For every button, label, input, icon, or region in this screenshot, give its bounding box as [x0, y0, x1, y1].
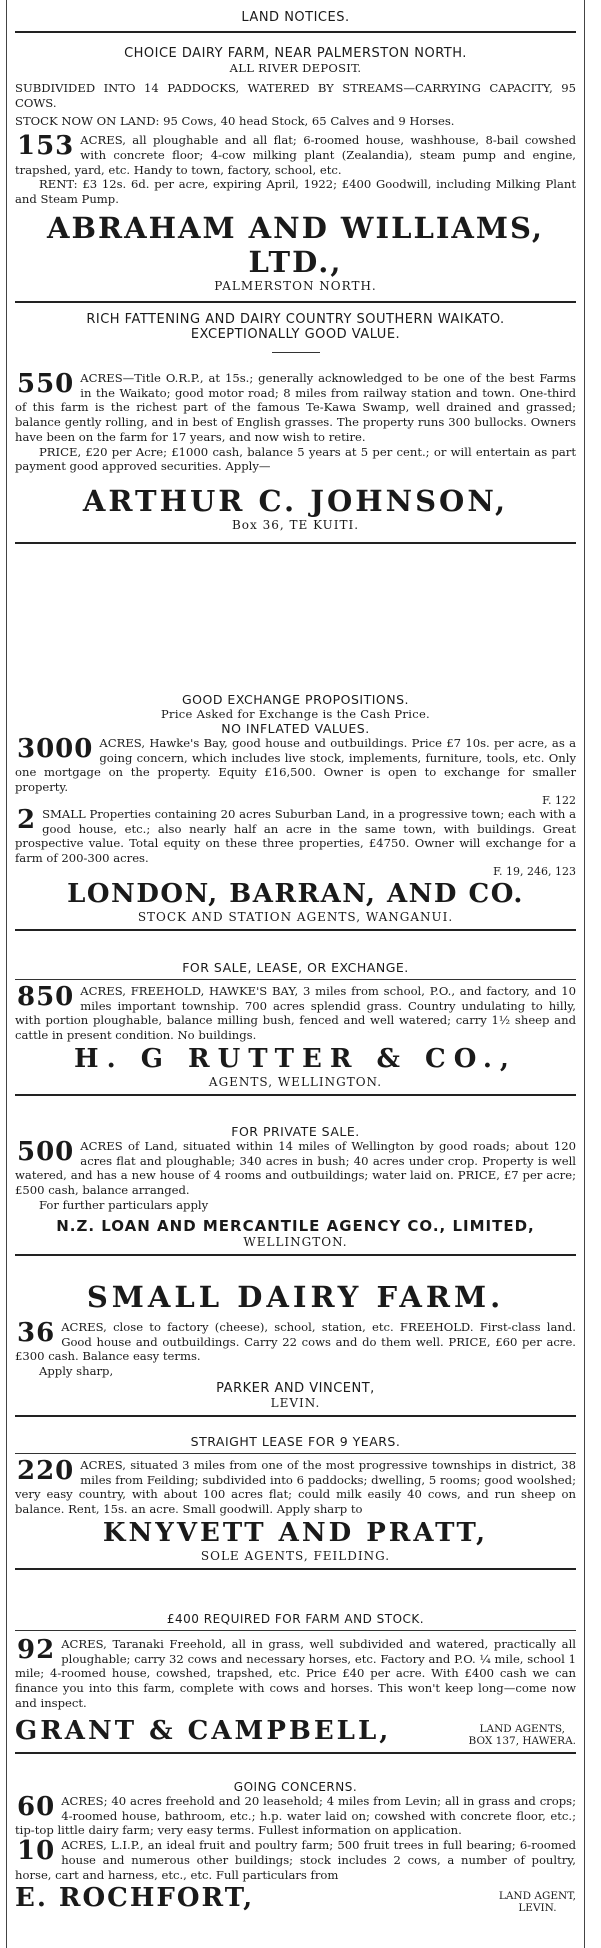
ad-body [15, 1458, 576, 1517]
ad-waikato [15, 312, 576, 549]
ad-heading: CHOICE DAIRY FARM, NEAR PALMERSTON NORTH. [124, 46, 467, 61]
ad-body-text: ACRES, Taranaki Freehold, all in grass, well subdivided and watered, practically all ploughable; carry 32 cows and necessary horses, etc. Factory and P.O. ¼ mile, school 1 mile; 4-roomed house, cowshed, trapshed, etc. Price £40 per acre. With £400 cash we can finance you into this farm, complete with cows and horses. This won't keep long—come now and inspect. [15, 1637, 576, 1710]
ad-body [15, 1794, 576, 1838]
agent-address: BOX 137, HAWERA. [468, 1734, 576, 1747]
agent-title: LAND AGENTS, [479, 1722, 565, 1735]
agent-name: ABRAHAM AND WILLIAMS, LTD., [46, 210, 545, 279]
ad-body [15, 371, 576, 445]
ad-heading: FOR PRIVATE SALE. [231, 1124, 360, 1139]
acreage-number: 36 [17, 1318, 56, 1348]
agent-location: PALMERSTON NORTH. [214, 278, 377, 293]
reference-number: F. 19, 246, 123 [493, 864, 576, 878]
agent-name: N.Z. LOAN AND MERCANTILE AGENCY CO., LIMITED, [56, 1216, 535, 1235]
acreage-number: 850 [17, 982, 75, 1012]
agent-name: GRANT & CAMPBELL, [15, 1715, 392, 1746]
ad-body-text: ACRES, situated 3 miles from one of the most progressive townships in district, 38 miles from Feilding; subdivided into 6 paddocks; dwelling, 5 rooms; good woolshed; very easy country, with about 100 acres flat; could milk easily 40 cows, and run sheep on balance. Rent, 15s. an acre. Small goodwill. Apply sharp to [15, 1458, 576, 1517]
ad-heading: NO INFLATED VALUES. [221, 721, 370, 736]
divider [15, 1752, 576, 1754]
ad-straight-lease [15, 1434, 576, 1575]
agent-location: WELLINGTON. [243, 1234, 348, 1249]
agent-location: STOCK AND STATION AGENTS, WANGANUI. [137, 909, 454, 924]
ad-body-text: SMALL Properties containing 20 acres Suburban Land, in a progressive town; each with a good house, etc.; also nearly half an acre in the same town, with buildings. Great prospective value. Total equity on these three properties, £4750. Owner will exchange for a farm of 200-300 acres. [15, 806, 576, 865]
agent-location: LEVIN. [270, 1395, 321, 1410]
ad-body-text: ACRES of Land, situated within 14 miles of Wellington by good roads; about 120 acres flat and ploughable; 340 acres in bush; 40 acres under crop. Property is well watered, and has a new house of 4 rooms and outbuildings; water laid on. PRICE, £7 per acre; £500 cash, balance arranged. [15, 1139, 576, 1198]
ad-body [15, 133, 576, 177]
ad-apply: For further particulars apply [39, 1197, 209, 1212]
ad-hawkes-bay [15, 960, 576, 1101]
ad-heading: GOOD EXCHANGE PROPOSITIONS. [181, 692, 410, 707]
ad-exchange-propositions [15, 692, 576, 936]
agent-location: SOLE AGENTS, FEILDING. [200, 1548, 391, 1563]
ad-body-text: ACRES, all ploughable and all flat; 6-roomed house, washhouse, 8-bail cowshed with concrete floor; 4-cow milking plant (Zealandia), steam pump and engine, trapshed, yard, etc. Handy to town, factory, school, etc. [15, 133, 576, 177]
agent-location: AGENTS, WELLINGTON. [208, 1074, 383, 1089]
agent-name: LONDON, BARRAN, AND CO. [67, 878, 524, 909]
ad-body [15, 1838, 576, 1882]
ad-body-text: ACRES, Hawke's Bay, good house and outbuildings. Price £7 10s. per acre, as a going concern, which includes live stock, implements, furniture, tools, etc. Only one mortgage on the property. Equity £16,500. Owner is open to exchange for smaller property. [15, 736, 576, 795]
agent-details [469, 1723, 576, 1747]
divider [15, 1630, 576, 1631]
divider [15, 929, 576, 931]
divider [15, 1453, 576, 1454]
divider [15, 1254, 576, 1256]
acreage-number: 3000 [17, 734, 94, 764]
acreage-number: 220 [17, 1456, 75, 1486]
acreage-number: 10 [17, 1836, 56, 1867]
agent-details [499, 1890, 576, 1914]
ad-body [15, 984, 576, 1043]
divider [15, 1415, 576, 1417]
ad-heading: FOR SALE, LEASE, OR EXCHANGE. [182, 960, 409, 975]
ad-body-text: ACRES; 40 acres freehold and 20 leasehold; 4 miles from Levin; all in grass and crops; 4-roomed house, bathroom, etc.; h.p. water laid on; cowshed with concrete floor, etc.; tip-top little dairy farm; very easy terms. Fullest information on application. [15, 1794, 576, 1838]
ad-taranaki [15, 1612, 576, 1759]
agent-name: PARKER AND VINCENT, [216, 1380, 375, 1396]
divider [15, 301, 576, 303]
agent-row [15, 1715, 576, 1747]
ad-body [15, 804, 576, 866]
ad-rent: RENT: £3 12s. 6d. per acre, expiring April, 1922; £400 Goodwill, including Milking Plant and Steam Pump. [15, 177, 576, 206]
ad-body-text: ACRES, L.I.P., an ideal fruit and poultry farm; 500 fruit trees in full bearing; 6-roomed house and numerous other buildings; stock includes 2 cows, a number of poultry, horse, cart and harness, etc., etc. Full particulars from [15, 1838, 576, 1882]
ad-body-text: ACRES—Title O.R.P., at 15s.; generally acknowledged to be one of the best Farms in the Waikato; good motor road; 8 miles from railway station and town. One-third of this farm is the richest part of the famous Te-Kawa Swamp, well drained and grassed; balance gently rolling, and in best of English grasses. The property runs 300 bullocks. Owners have been on the farm for 17 years, and now wish to retire. [15, 371, 576, 444]
ad-line: STOCK NOW ON LAND: 95 Cows, 40 head Stock, 65 Calves and 9 Horses. [15, 114, 455, 129]
ad-line: SUBDIVIDED INTO 14 PADDOCKS, WATERED BY STREAMS—CARRYING CAPACITY, 95 COWS. [15, 81, 576, 110]
ad-body-text: ACRES, FREEHOLD, HAWKE'S BAY, 3 miles from school, P.O., and factory, and 10 miles important township. 700 acres splendid grass. Country undulating to hilly, with portion ploughable, balance milling bush, fenced and well watered; carry 1½ sheep and cattle in present condition. No buildings. [15, 984, 576, 1043]
acreage-number: 60 [17, 1792, 56, 1822]
agent-name: H. G RUTTER & CO., [74, 1043, 517, 1074]
ad-heading: EXCEPTIONALLY GOOD VALUE. [190, 327, 401, 342]
ad-body [15, 1637, 576, 1711]
acreage-number: 92 [17, 1635, 56, 1665]
ad-heading: GOING CONCERNS. [233, 1780, 358, 1794]
ad-body [15, 1139, 576, 1198]
agent-row [15, 1882, 576, 1914]
agent-address: LEVIN. [518, 1902, 557, 1915]
acreage-number: 153 [17, 131, 75, 162]
ad-subheading: ALL RIVER DEPOSIT. [229, 61, 362, 75]
masthead [15, 10, 576, 38]
ad-body [15, 736, 576, 795]
ad-body-text: ACRES, close to factory (cheese), school, station, etc. FREEHOLD. First-class land. Good house and outbuildings. Carry 22 cows and do them well. PRICE, £60 per acre. £300 cash. Balance easy terms. [15, 1320, 576, 1364]
ad-body [15, 1320, 576, 1364]
divider [15, 1094, 576, 1096]
acreage-number: 550 [17, 369, 75, 399]
ad-dairy-farm-palmerston [15, 46, 576, 308]
ad-private-sale [15, 1124, 576, 1261]
agent-name: ARTHUR C. JOHNSON, [82, 483, 509, 518]
ad-going-concerns [15, 1780, 576, 1914]
short-rule [272, 352, 320, 353]
agent-title: LAND AGENT, [498, 1890, 576, 1903]
acreage-number: 2 [17, 804, 37, 835]
ad-heading: STRAIGHT LEASE FOR 9 YEARS. [190, 1434, 401, 1449]
agent-name: E. ROCHFORT, [15, 1883, 255, 1914]
page-title: LAND NOTICES. [241, 10, 350, 25]
ad-heading: RICH FATTENING AND DAIRY COUNTRY SOUTHERN WAIKATO. [86, 312, 505, 327]
ad-heading: SMALL DAIRY FARM. [86, 1280, 505, 1314]
ad-subheading: Price Asked for Exchange is the Cash Price. [160, 707, 431, 721]
divider [15, 979, 576, 980]
agent-name: KNYVETT AND PRATT, [102, 1517, 489, 1548]
acreage-number: 500 [17, 1137, 75, 1167]
ad-apply: Apply sharp, [39, 1364, 114, 1379]
divider [15, 31, 576, 33]
newspaper-column [6, 0, 585, 1948]
reference-number: F. 122 [542, 793, 576, 807]
agent-location: Box 36, TE KUITI. [231, 517, 360, 532]
divider [15, 542, 576, 544]
ad-heading: £400 REQUIRED FOR FARM AND STOCK. [166, 1612, 425, 1626]
ad-price: PRICE, £20 per Acre; £1000 cash, balance 5 years at 5 per cent.; or will entertain as part payment good approved securities. Apply— [15, 444, 576, 474]
ad-small-dairy-farm [15, 1280, 576, 1422]
divider [15, 1568, 576, 1570]
